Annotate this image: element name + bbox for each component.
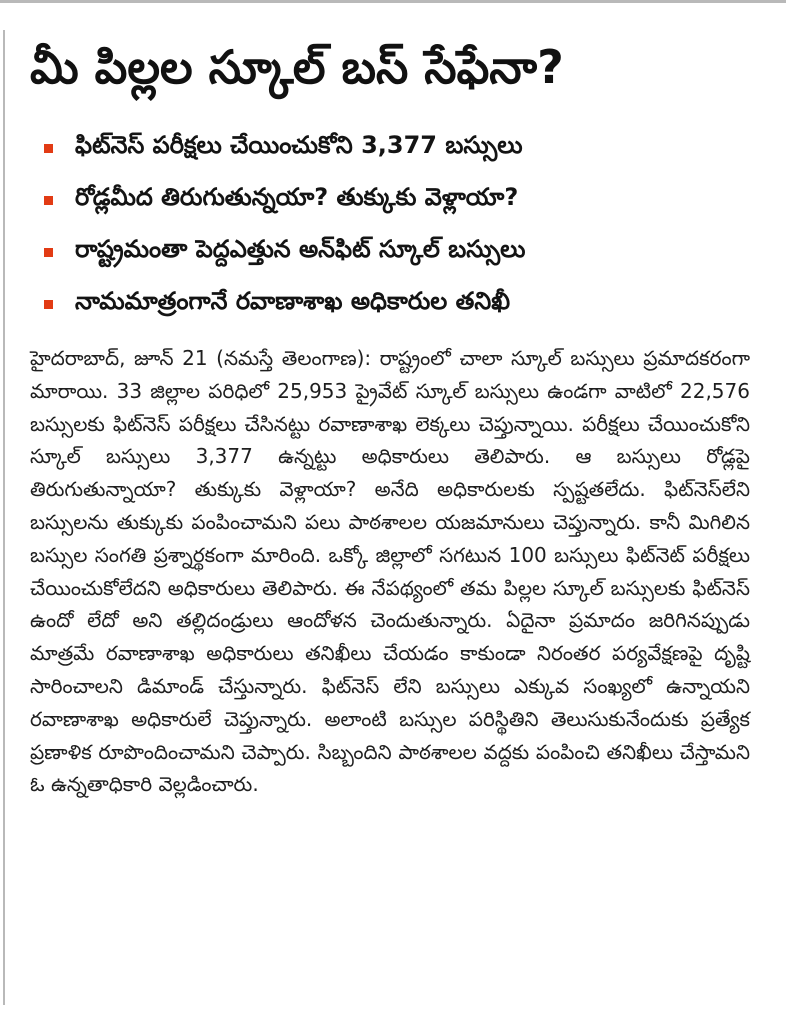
- top-border-rule: [0, 0, 786, 3]
- headline: మీ పిల్లల స్కూల్ బస్ సేఫేనా?: [30, 40, 564, 94]
- square-bullet-icon: [44, 248, 53, 257]
- square-bullet-icon: [44, 300, 53, 309]
- bullet-item: [30, 226, 760, 278]
- square-bullet-icon: [44, 144, 53, 153]
- bullet-text: నామమాత్రంగానే రవాణాశాఖ అధికారుల తనిఖీ: [75, 287, 511, 315]
- bullet-item: [30, 174, 760, 226]
- square-bullet-icon: [44, 196, 53, 205]
- bullet-item: [30, 122, 760, 174]
- news-article: [30, 28, 760, 801]
- article-body: హైదరాబాద్, జూన్ 21 (నమస్తే తెలంగాణ): రాష్ట్రంలో చాలా స్కూల్ బస్సులు ప్రమాదకరంగా మారాయి. 33 జిల్లాల పరిధిలో 25,953 ప్రైవేట్ స్కూల్ బస్సులు ఉండగా వాటిలో 22,576 బస్సులకు ఫిట్‌నెస్ పరీక్షలు చేసినట్టు రవాణాశాఖ లెక్కలు చెప్తున్నాయి. పరీక్షలు చేయించుకోని స్కూల్ బస్సులు 3,377 ఉన్నట్టు అధికారులు తెలిపారు. ఆ బస్సులు రోడ్లపై తిరుగుతున్నాయా? తుక్కుకు వెళ్లాయా? అనేది అధికారులకు స్పష్టతలేదు. ఫిట్‌నెస్‌లేని బస్సులను తుక్కుకు పంపించామని పలు పాఠశాలల యజమానులు చెప్తున్నారు. కానీ మిగిలిన బస్సుల సంగతి ప్రశ్నార్థకంగా మారింది. ఒక్కో జిల్లాలో సగటున 100 బస్సులు ఫిట్‌నెట్ పరీక్షలు చేయించుకోలేదని అధికారులు తెలిపారు. ఈ నేపథ్యంలో తమ పిల్లల స్కూల్ బస్సులకు ఫిట్‌నెస్ ఉందో లేదో అని తల్లిదండ్రులు ఆందోళన చెందుతున్నారు. ఏదైనా ప్రమాదం జరిగినప్పుడు మాత్రమే రవాణాశాఖ అధికారులు తనిఖీలు చేయడం కాకుండా నిరంతర పర్యవేక్షణపై దృష్టి సారించాలని డిమాండ్ చేస్తున్నారు. ఫిట్‌నెస్ లేని బస్సులు ఎక్కువ సంఖ్యలో ఉన్నాయని రవాణాశాఖ అధికారులే చెప్తున్నారు. అలాంటి బస్సుల పరిస్థితిని తెలుసుకునేందుకు ప్రత్యేక ప్రణాళిక రూపొందించామని చెప్పారు. సిబ్బందిని పాఠశాలల వద్దకు పంపించి తనిఖీలు చేస్తామని ఓ ఉన్నతాధికారి వెల్లడించారు.: [30, 346, 750, 797]
- left-border-rule: [3, 30, 5, 1005]
- bullet-text: ఫిట్‌నెస్ పరీక్షలు చేయించుకోని 3,377 బస్సులు: [75, 131, 523, 159]
- bullet-text: రాష్ట్రమంతా పెద్దఎత్తున అన్‌ఫిట్ స్కూల్ బస్సులు: [75, 235, 526, 263]
- bullet-item: [30, 278, 760, 330]
- highlight-bullet-list: [30, 122, 760, 330]
- bullet-text: రోడ్లమీద తిరుగుతున్నయా? తుక్కుకు వెళ్లాయా?: [75, 183, 519, 211]
